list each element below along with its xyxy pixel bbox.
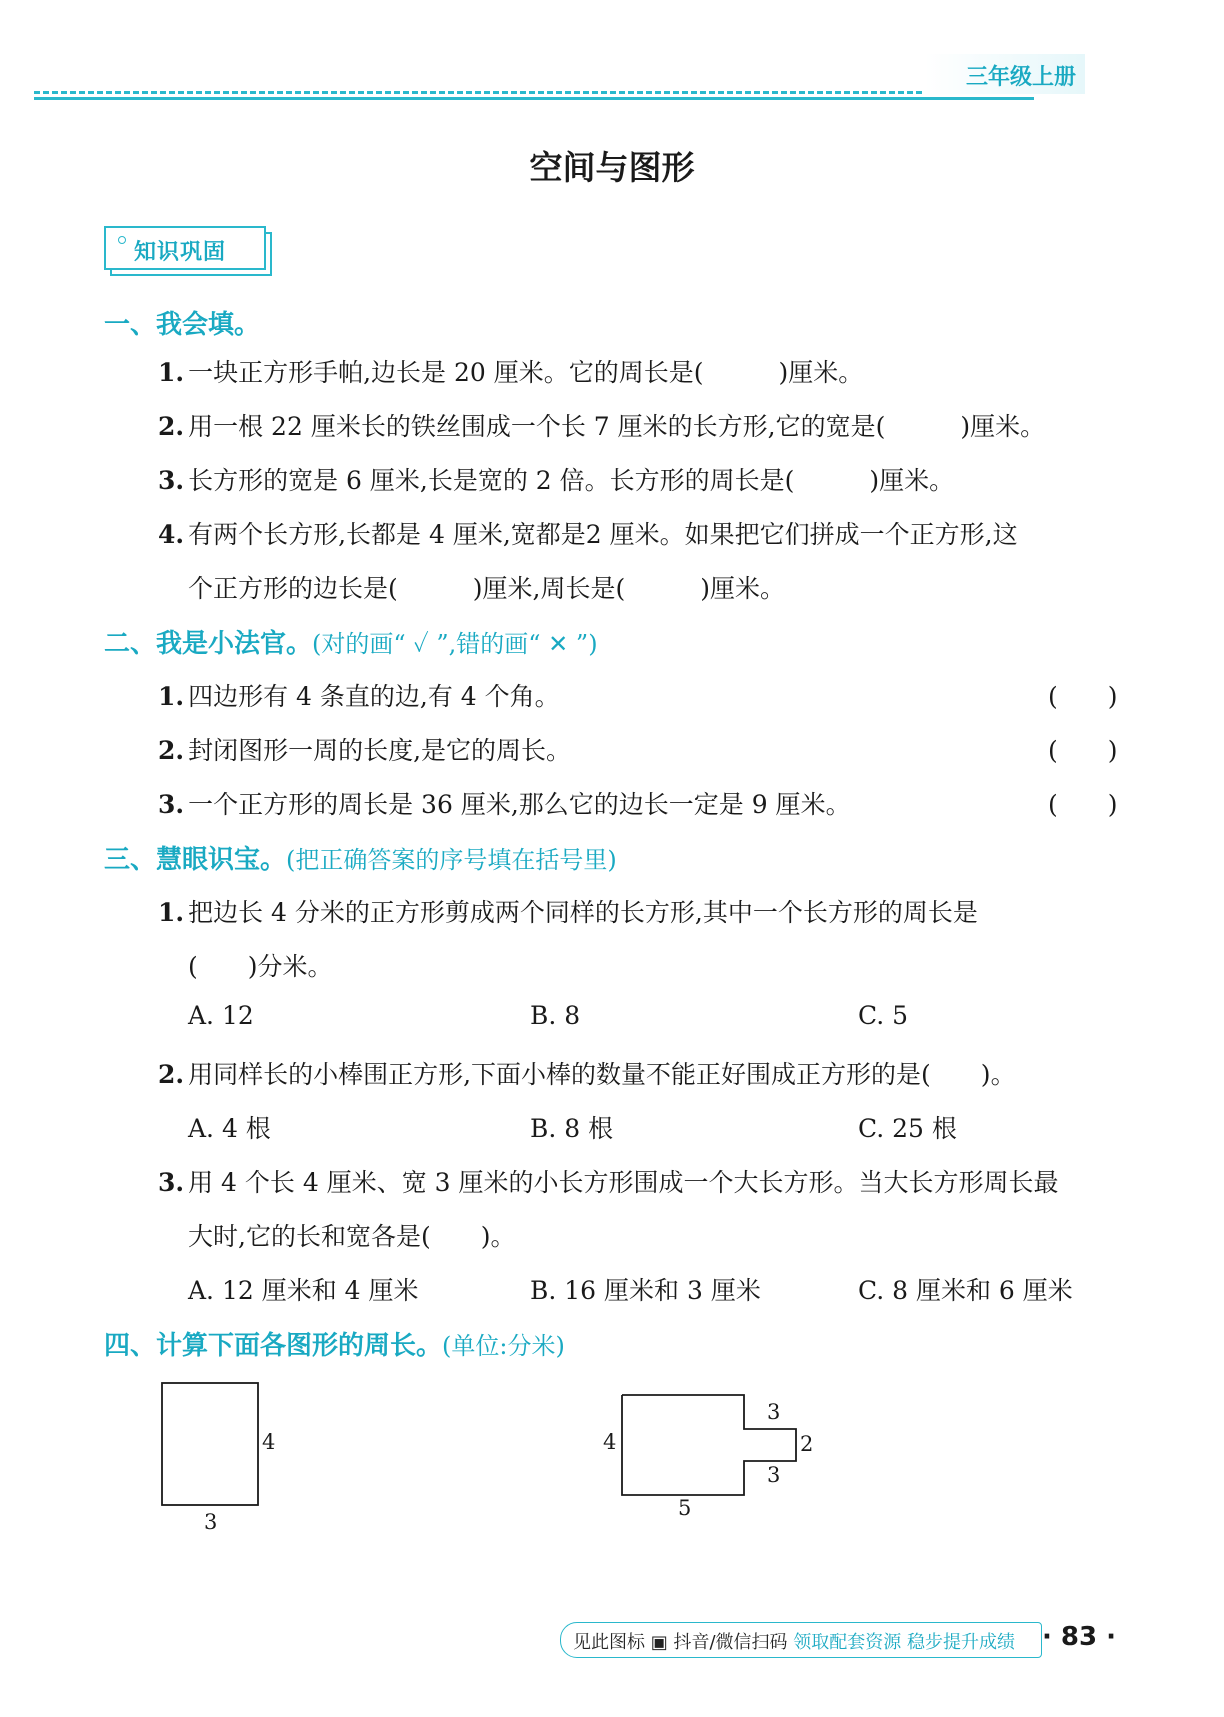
- fig2-notch-label: 2: [800, 1432, 814, 1456]
- question-number: 2.: [158, 1060, 185, 1089]
- s2-question-3: [158, 785, 851, 821]
- section-badge: [104, 226, 268, 272]
- badge-dot-icon: [118, 236, 126, 244]
- footer-text-a: 见此图标: [573, 1632, 645, 1653]
- s2-answer-paren-2[interactable]: ( ): [1048, 736, 1118, 765]
- section3-title: 三、慧眼识宝。: [104, 845, 287, 875]
- s2-question-2: [158, 731, 571, 767]
- figure-notched-shape: [610, 1385, 820, 1515]
- section4-note: (单位:分米): [442, 1332, 565, 1360]
- question-number: 4.: [158, 520, 185, 549]
- s1-question-2: [158, 407, 1045, 443]
- s3-question-3-cont: 大时,它的长和宽各是( )。: [188, 1222, 516, 1251]
- question-text: 一个正方形的周长是 36 厘米,那么它的边长一定是 9 厘米。: [188, 790, 851, 819]
- page-title: 空间与图形: [529, 148, 695, 187]
- question-text: 长方形的宽是 6 厘米,长是宽的 2 倍。长方形的周长是( )厘米。: [188, 466, 955, 495]
- question-text: 封闭图形一周的长度,是它的周长。: [188, 736, 572, 765]
- section2-heading: [104, 623, 598, 660]
- footer-text: [573, 1628, 1015, 1654]
- header-dashed-line: [34, 91, 922, 94]
- question-text: 用一根 22 厘米长的铁丝围成一个长 7 厘米的长方形,它的宽是( )厘米。: [188, 412, 1046, 441]
- question-number: 3.: [158, 1168, 185, 1197]
- question-number: 2.: [158, 736, 185, 765]
- s3-q2-option-b[interactable]: B. 8 根: [530, 1114, 614, 1143]
- s1-question-3: [158, 461, 954, 497]
- question-text: 有两个长方形,长都是 4 厘米,宽都是2 厘米。如果把它们拼成一个正方形,这: [188, 520, 1018, 549]
- s3-q1-option-a[interactable]: A. 12: [188, 1001, 254, 1030]
- s3-q2-option-c[interactable]: C. 25 根: [858, 1114, 957, 1143]
- fig2-left-label: 4: [603, 1430, 617, 1454]
- s3-q3-option-c[interactable]: C. 8 厘米和 6 厘米: [858, 1276, 1073, 1305]
- s1-question-1: [158, 353, 863, 389]
- s3-question-2: [158, 1055, 1016, 1091]
- header-solid-line: [34, 97, 1034, 100]
- section2-note: (对的画“ ✓ ”,错的画“ ✕ ”): [312, 630, 598, 658]
- section4-title: 四、计算下面各图形的周长。: [104, 1331, 443, 1361]
- s2-answer-paren-1[interactable]: ( ): [1048, 682, 1118, 711]
- s3-q3-option-a[interactable]: A. 12 厘米和 4 厘米: [188, 1276, 419, 1305]
- question-number: 3.: [158, 466, 185, 495]
- section2-title: 二、我是小法官。: [104, 629, 313, 659]
- footer-text-c: 领取配套资源 稳步提升成绩: [793, 1632, 1016, 1653]
- question-text: 一块正方形手帕,边长是 20 厘米。它的周长是( )厘米。: [188, 358, 864, 387]
- s3-q2-option-a[interactable]: A. 4 根: [188, 1114, 271, 1143]
- fig1-side-label: 4: [262, 1430, 276, 1454]
- question-text: 用同样长的小棒围正方形,下面小棒的数量不能正好围成正方形的是( )。: [188, 1060, 1016, 1089]
- footer-text-b: 抖音/微信扫码: [673, 1632, 788, 1653]
- fig2-bottom-notch-label: 3: [767, 1463, 781, 1487]
- fig2-bottom-label: 5: [678, 1496, 692, 1520]
- s1-question-4: [158, 515, 1018, 551]
- rectangle-shape: [162, 1383, 258, 1505]
- section4-heading: [104, 1325, 565, 1362]
- question-number: 3.: [158, 790, 185, 819]
- s3-question-1: [158, 893, 978, 929]
- question-number: 2.: [158, 412, 185, 441]
- figure-rectangle: [150, 1375, 280, 1515]
- fig2-top-notch-label: 3: [767, 1400, 781, 1424]
- scan-icon: ▣: [650, 1632, 668, 1653]
- s2-question-1: [158, 677, 560, 713]
- s3-q1-option-b[interactable]: B. 8: [530, 1001, 581, 1030]
- question-text: 把边长 4 分米的正方形剪成两个同样的长方形,其中一个长方形的周长是: [188, 898, 978, 927]
- page-number: · 83 ·: [1042, 1622, 1117, 1652]
- section3-heading: [104, 839, 617, 876]
- section3-note: (把正确答案的序号填在括号里): [286, 846, 617, 874]
- s3-question-3: [158, 1163, 1059, 1199]
- fig1-bottom-label: 3: [204, 1510, 218, 1534]
- s1-question-4-cont: 个正方形的边长是( )厘米,周长是( )厘米。: [188, 574, 785, 603]
- question-text: 用 4 个长 4 厘米、宽 3 厘米的小长方形围成一个大长方形。当大长方形周长最: [188, 1168, 1059, 1197]
- question-number: 1.: [158, 898, 185, 927]
- s2-answer-paren-3[interactable]: ( ): [1048, 790, 1118, 819]
- question-number: 1.: [158, 682, 185, 711]
- grade-label: 三年级上册: [966, 65, 1077, 90]
- badge-label: 知识巩固: [134, 240, 227, 265]
- s3-question-1-cont: ( )分米。: [188, 952, 333, 981]
- s3-q1-option-c[interactable]: C. 5: [858, 1001, 909, 1030]
- question-text: 四边形有 4 条直的边,有 4 个角。: [188, 682, 560, 711]
- s3-q3-option-b[interactable]: B. 16 厘米和 3 厘米: [530, 1276, 761, 1305]
- question-number: 1.: [158, 358, 185, 387]
- section1-heading: 一、我会填。: [104, 310, 261, 340]
